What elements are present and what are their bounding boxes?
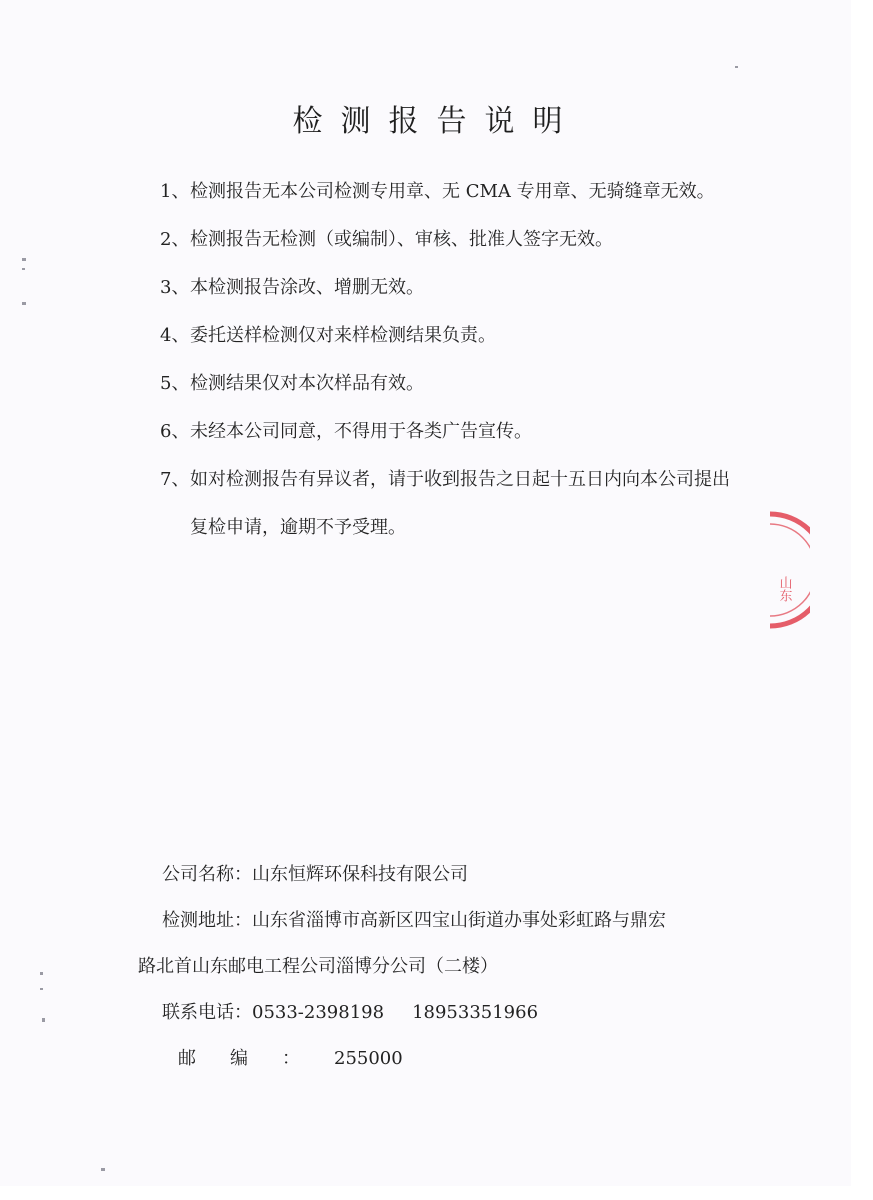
list-item [150, 216, 740, 264]
page-margin [0, 1186, 873, 1200]
phone-label: 联系电话： [162, 1002, 252, 1023]
note-number: 6、 [160, 421, 190, 442]
note-text: 委托送样检测仅对来样检测结果负责。 [190, 325, 496, 346]
list-item [150, 168, 740, 216]
note-text: 如对检测报告有异议者，请于收到报告之日起十五日内向本公司提出复检申请，逾期不予受理。 [190, 469, 730, 538]
svg-text:山东: 山东 [776, 576, 792, 602]
phone-line [138, 990, 758, 1036]
list-item [150, 456, 740, 552]
note-number: 2、 [160, 229, 190, 250]
note-number: 3、 [160, 277, 190, 298]
page-margin [851, 0, 873, 1200]
phone-number-1: 0533-2398198 [252, 1002, 385, 1023]
list-item [150, 360, 740, 408]
note-text: 检测结果仅对本次样品有效。 [190, 373, 424, 394]
note-number: 5、 [160, 373, 190, 394]
postal-line [138, 1036, 758, 1082]
document-title: 检测报告说明 [292, 104, 581, 139]
company-seal [770, 510, 810, 630]
note-number: 4、 [160, 325, 190, 346]
company-name-label: 公司名称： [162, 864, 252, 885]
address-continuation-line [138, 944, 758, 990]
note-number: 1、 [160, 181, 190, 202]
note-text: 本检测报告涂改、增删无效。 [190, 277, 424, 298]
address-label: 检测地址： [162, 910, 252, 931]
list-item [150, 312, 740, 360]
address-line [138, 898, 758, 944]
company-name-value: 山东恒辉环保科技有限公司 [252, 864, 468, 885]
note-text: 未经本公司同意，不得用于各类广告宣传。 [190, 421, 532, 442]
phone-number-2: 18953351966 [412, 1002, 539, 1023]
notes-list [150, 168, 740, 552]
list-item [150, 408, 740, 456]
postal-value: 255000 [334, 1048, 403, 1069]
address-value-line1: 山东省淄博市高新区四宝山街道办事处彩虹路与鼎宏 [252, 910, 666, 931]
note-text: 检测报告无本公司检测专用章、无 CMA 专用章、无骑缝章无效。 [190, 181, 715, 202]
note-text: 检测报告无检测（或编制）、审核、批准人签字无效。 [190, 229, 613, 250]
note-number: 7、 [160, 469, 190, 490]
address-value-line2: 路北首山东邮电工程公司淄博分公司（二楼） [138, 956, 498, 977]
company-name-line [138, 852, 758, 898]
postal-label: 邮编： [178, 1048, 334, 1069]
list-item [150, 264, 740, 312]
company-info [138, 852, 758, 1082]
